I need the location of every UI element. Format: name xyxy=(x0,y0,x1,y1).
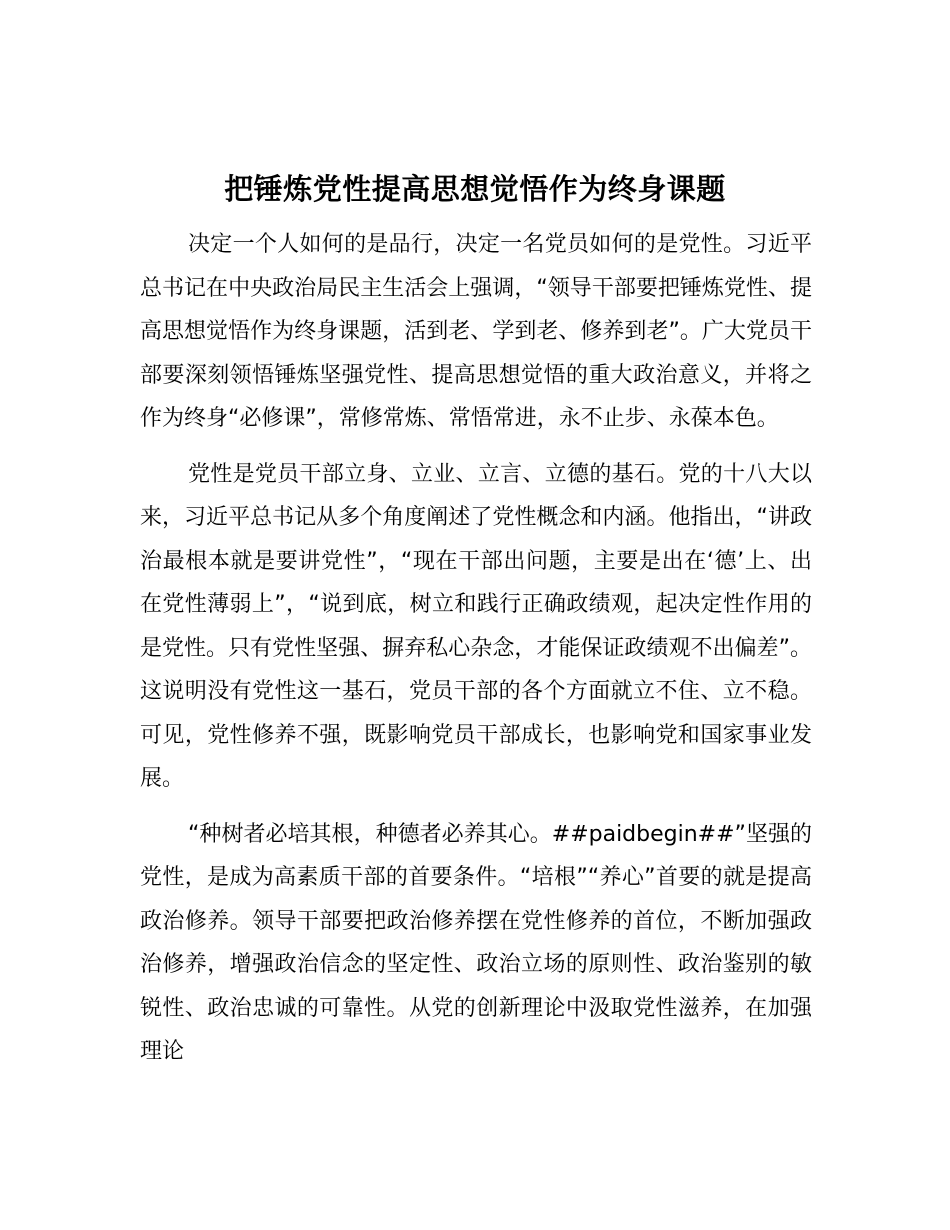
paragraph: 决定一个人如何的是品行，决定一名党员如何的是党性。习近平总书记在中央政治局民主生活会上强调，“领导干部要把锤炼党性、提高思想觉悟作为终身课题，活到老、学到老、修养到老”。广大党员干部要深刻领悟锤炼坚强党性、提高思想觉悟的重大政治意义，并将之作为终身“必修课”，常修常炼、常悟常进，永不止步、永葆本色。 xyxy=(140,232,812,431)
document-title: 把锤炼党性提高思想觉悟作为终身课题 xyxy=(224,172,726,206)
paragraph: 党性是党员干部立身、立业、立言、立德的基石。党的十八大以来，习近平总书记从多个角度阐述了党性概念和内涵。他指出，“讲政治最根本就是要讲党性”，“现在干部出问题，主要是出在‘德’上、出在党性薄弱上”，“说到底，树立和践行正确政绩观，起决定性作用的是党性。只有党性坚强、摒弃私心杂念，才能保证政绩观不出偏差”。这说明没有党性这一基石，党员干部的各个方面就立不住、立不稳。可见，党性修养不强，既影响党员干部成长，也影响党和国家事业发展。 xyxy=(140,461,812,791)
document-body xyxy=(140,223,812,1086)
paragraph: “种树者必培其根，种德者必养其心。##paidbegin##”坚强的党性，是成为高素质干部的首要条件。“培根”“养心”首要的就是提高政治修养。领导干部要把政治修养摆在党性修养的首位，不断加强政治修养，增强政治信念的坚定性、政治立场的原则性、政治鉴别的敏锐性、政治忠诚的可靠性。从党的创新理论中汲取党性滋养，在加强理论 xyxy=(140,821,812,1064)
